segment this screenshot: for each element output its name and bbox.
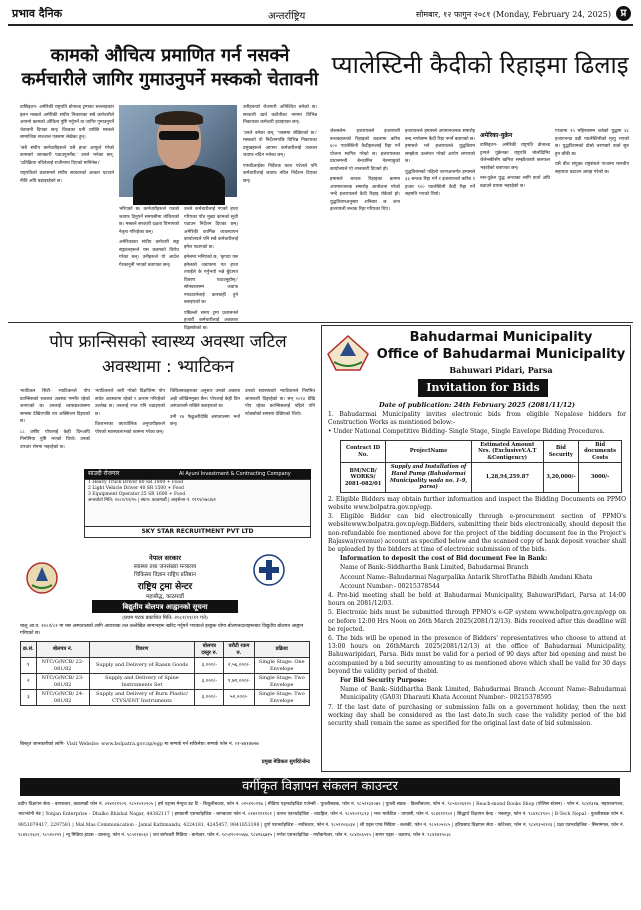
notice-publication-date: (प्रथम पटक प्रकाशित मिति: २०८१/११/१२ गते) xyxy=(122,615,208,621)
table-row xyxy=(21,658,310,674)
paragraph: गाजामा १५ महिनासम्म चलेको युद्धमा ४८ हजारभन्दा बढी प्यालेस्टिनीको मृत्यु भएको छ। युद्धविरामको दोस्रो चरणबारे वार्ता सुरु हुन बाँकी छ। xyxy=(555,129,629,157)
table-cell: Single Stage: One Envelope xyxy=(254,658,309,674)
table-header: बोलपत्र नं. xyxy=(36,642,89,658)
story1-column-1 xyxy=(20,104,114,319)
newspaper-logo: प्र xyxy=(616,6,631,21)
ad-row: अन्तर्वार्ता मिति: २०८१/११/१५ | स्थान: काठमाडौं | लाइसेन्स नं. ११९९/०७०/७१ xyxy=(88,498,216,503)
table-cell: 3000/- xyxy=(579,463,622,492)
table-cell: Supply and Delivery of Burn Plastic/ CTVS/ENT Instruments xyxy=(89,690,195,706)
story3-column-2 xyxy=(95,388,165,466)
story2-headline: प्यालेस्टिनी कैदीको रिहाइमा ढिलाइ xyxy=(331,51,629,79)
bid-paragraph: Name of Bank:-Siddhartha Bank Limited, Bahudarmai Branch Account Name:-Bahudarmai Municipality (GA03) Dharauti Khata Account Number:- 00215378595 xyxy=(340,686,626,702)
newspaper-name: प्रभाव दैनिक xyxy=(12,7,63,20)
table-header: Estimated Amount Nrs. (ExclusiveV.A.T &Contigency) xyxy=(472,440,544,463)
bid-paragraph: 1. Bahudarmai Municipality invites electronic bids from eligible Nepalese bidders for Construction Works as mentioned below:- xyxy=(328,411,626,427)
notice-academy: चिकित्सा विज्ञान राष्ट्रिय प्रतिष्ठान xyxy=(134,572,196,578)
elon-musk-photo xyxy=(119,105,237,197)
paragraph: एफबीआईका निर्देशक काश पटेलले पनि कर्मचारीलाई जवाफ नदिन निर्देशन दिएका छन्। xyxy=(243,163,317,184)
invitation-for-bids-banner: Invitation for Bids xyxy=(418,379,548,397)
story3-column-3 xyxy=(170,388,240,466)
table-cell: १,७९,०००/- xyxy=(224,674,254,690)
paragraph: अमेरिकाका संघीय कर्मचारी सङ्घ सङ्गठनहरूले यस कदमको विरोध गरेका छन्। उनीहरूले यो आदेश गैरकानुनी भएको बताएका छन्। xyxy=(119,240,179,268)
table-cell: ५२,०००/- xyxy=(224,690,254,706)
table-cell: 3,20,000/- xyxy=(543,463,579,492)
classified-header: वर्गीकृत विज्ञापन संकलन काउन्टर xyxy=(20,778,620,796)
paragraph: रुस-युक्रेन युद्ध अन्त्यका लागि वार्ता अघि बढाउने प्रयास भइरहेको छ। xyxy=(480,176,550,189)
table-header: Contract ID No. xyxy=(341,440,386,463)
table-header: क्र.सं. xyxy=(21,642,37,658)
paragraph: वासिङ्टन- अमेरिकी राष्ट्रपति डोनाल्ड ट्रम्पले युक्रेनका राष्ट्रपति भोलोदिमिर जेलेन्स्कीसँग खनिज सम्झौताबारे छलफल भइरहेको बताएका छन्। xyxy=(480,143,550,171)
table-cell: Single Stage: Two Envelope xyxy=(254,690,309,706)
paragraph: ८८ वर्षीय पोपलाई केही दिनअघि निमोनिया पुष्टि भएको थियो। उनको उपचार रोममा भइरहेको छ। xyxy=(20,429,90,450)
paragraph: 'सबै संघीय कर्मचारीहरूले यसै हप्ता आफूले गरेको कामबारे जानकारी पठाउनुपर्नेछ,' उनले भनेका छन्, 'प्रतिक्रिया नदिनेलाई राजीनामा दिएको मानिनेछ।' xyxy=(20,145,114,166)
story1-column-4 xyxy=(243,104,317,319)
notice-address: महाबौद्ध, काठमाडौं xyxy=(145,594,184,600)
ad-company: Al Ayuni Investment & Contracting Company xyxy=(179,471,291,477)
table-cell: BM/NCB/ WORKS/ 2081-082/01 xyxy=(341,463,386,492)
bid-paragraph: Name of Bank:-Siddhartha Bank Limited, Bahudarmai Branch xyxy=(340,564,529,572)
notice-gov: नेपाल सरकार xyxy=(148,554,182,562)
paragraph: यसै बीच संयुक्त राष्ट्रसंघले गाजामा मानवीय सहायता बढाउन आग्रह गरेको छ। xyxy=(555,162,629,175)
table-cell: २ xyxy=(21,674,37,690)
table-cell: NTC/G/NCB/ 23-081/82 xyxy=(36,674,89,690)
photo-caption: इलन मस्क xyxy=(169,199,187,204)
story2-column-2 xyxy=(405,128,475,320)
bid-paragraph: 6. The bids will be opened in the presence of Bidders' representatives who choose to attend at 13:00 hours on 26thMarch 2025(2081/12/13) at the office of Bahudarmai Municipality, Bahuwaripidari, Parsa. Bids must be valid for a period of 90 days after bid opening and must be accompanied by a bid security amounting to as mentioned above which shall be valid for 30 days beyond the validity period of thebid. xyxy=(328,635,626,675)
story1-headline: कामको औचित्य प्रमाणित गर्न नसक्ने कर्मचारीले जागिर गुमाउनुपर्ने मस्कको चेतावनी xyxy=(21,45,319,90)
paragraph: राष्ट्रपतिको प्रशासनले संघीय सरकारको आकार घटाउने नीति अघि बढाइरहेको छ। xyxy=(20,171,114,184)
table-cell: ३,०००/- xyxy=(195,658,224,674)
bid-paragraph: 5. Electronic bids must be submitted through PPMO's e-GP system www.bolpatra.gov.np/egp on or before 12:00 Hrs Noon on 26th March 2025(2081/12/13). Bids received after this deadline will be rejected. xyxy=(328,609,626,633)
bahudarmai-bid-notice xyxy=(321,325,631,772)
table-header: ProjectName xyxy=(386,440,472,463)
notice-intro: चालु आ.व. २०८१/८२ मा यस अस्पतालको लागि आवश्यक तल उल्लेखित सामानहरू खरिद गर्नुपर्ने भएकाले इच्छुक योग्य बोलपत्रदाताहरूबाट विद्युतीय बोलपत्र आह्वान गरिएको छ। xyxy=(20,624,304,636)
ad-row: 3 Equipment Operator 25 SR 1600 + Food xyxy=(88,492,186,497)
notice-signatory: प्रमुख मेडिकल सुपरिटेन्डेन्ट xyxy=(261,759,310,765)
table-cell: २,५६,०००/- xyxy=(224,658,254,674)
paragraph: विश्वभरका क्याथोलिक अनुयायीहरूले पोपको स्वास्थ्यलाभको कामना गरेका छन्। xyxy=(95,422,165,435)
paragraph: उनले कर्मचारीलाई गएको हप्ता गरिएका पाँच मुख्य कामको सूची पठाउन निर्देशन दिएका छन्। अमेरिकी कार्मिक व्यवस्थापन कार्यालयले पनि सबै कर्मचारीलाई इमेल पठाएको छ। xyxy=(184,207,238,250)
bid-paragraph: 7. If the last date of purchasing or submission falls on a government holiday, then the next working day shall be considered as the last date.In such case the validity period of the bid security shall remain the same as specified for the original last date of bid submission. xyxy=(328,703,626,728)
recruitment-ad-footer: SKY STAR RECRUITMENT PVT LTD xyxy=(84,527,311,538)
notice-outro: बिस्तृत जानकारीको लागि- Visit Website: www.bolpatra.gov.np/egp मा सम्पर्क गर्न सकिनेछ। सम्पर्क फोन नं. ०१-४४१४७२७ xyxy=(20,742,259,747)
paragraph: उनको स्वास्थ्यबारे भ्याटिकनले नियमित जानकारी दिइरहेको छ। सन् २०१३ देखि पोप रहेका फ्रान्सिसलाई पहिले पनि फोक्सोको समस्या देखिएको थियो। xyxy=(245,389,315,417)
table-cell: ३ xyxy=(21,690,37,706)
notice-ministry: स्वास्थ्य तथा जनसंख्या मन्त्रालय xyxy=(133,564,197,570)
table-cell: १ xyxy=(21,658,37,674)
bid-works-table xyxy=(340,440,622,493)
story2-column-4 xyxy=(555,128,629,320)
notice-center-name: राष्ट्रिय ट्रमा सेन्टर xyxy=(137,582,193,592)
table-header: Bid documents Costs xyxy=(579,440,622,463)
section-divider xyxy=(8,322,633,323)
story2-subhead: अमेरिका-युक्रेन xyxy=(480,132,513,139)
paragraph: जेरुसलेम- इजरायलले इजरायली बन्धकहरूको रिहाइको बदलामा करिब ६०० प्यालेस्टिनी कैदीहरूलाई रिहा गर्ने योजना स्थगित गरेको छ। इजरायलका प्रधानमन्त्री बेन्जामिन नेतन्याहुको कार्यालयले यो जानकारी दिएको हो। xyxy=(330,129,400,172)
photo-sunglasses xyxy=(159,131,199,140)
bid-paragraph: 4. Pre-bid meeting shall be held at Bahudarmai Municipality, BahuwariPidari, Parsa at 14:00 hours on 2081/12/03. xyxy=(328,592,626,608)
table-cell: NTC/G/NCB/ 24-081/82 xyxy=(36,690,89,706)
recruitment-ad-body xyxy=(84,479,311,527)
table-cell: ३,०००/- xyxy=(195,690,224,706)
bid-paragraph: Account Number:- 00215378544 xyxy=(340,582,440,590)
paragraph: पछिल्लो समय ट्रम्प प्रशासनले हजारौं कर्मचारीलाई अवकाश दिइसकेको छ। xyxy=(184,310,238,331)
bid-paragraph: • Under National Competitive Bidding- Single Stage, Single Envelope Bidding Procedures. xyxy=(328,428,605,436)
paragraph: उनी १४ फेब्रुअरीदेखि अस्पतालमा भर्ना छन्। xyxy=(170,414,240,427)
paragraph: भ्याटिकन सिटी- भ्याटिकनले पोप फ्रान्सिसको स्वास्थ्य अवस्था गम्भीर रहेको जनाएको छ। उनलाई श्वासप्रश्वासमा समस्या देखिएपछि थप अक्सिजन दिइएको छ। xyxy=(20,389,90,424)
paragraph: युद्धविरामको पहिलो चरणअन्तर्गत हमासले ३३ बन्धक रिहा गर्ने र इजरायलले करिब १ हजार ९०० प्यालेस्टिनी कैदी रिहा गर्ने सहमति भएको थियो। xyxy=(405,169,475,197)
publication-date: Date of publication: 24th February 2025 (2081/11/12) xyxy=(379,401,575,409)
office-name: Office of Bahudarmai Municipality xyxy=(376,347,626,362)
municipality-emblem-icon xyxy=(326,334,370,372)
paragraph: उनीहरूको रोजगारी अनिश्चित बनेको छ। सरकारी खर्च कटौतीका नाममा विभिन्न निकायका कर्मचारी हटाइएका छन्। xyxy=(243,105,317,125)
office-address: Bahuwari Pidari, Parsa xyxy=(449,365,553,375)
section-name: अन्तर्राष्ट्रिय xyxy=(268,11,306,22)
table-cell: 1,28,94,259.87 xyxy=(472,463,544,492)
table-header: Bid Security xyxy=(543,440,579,463)
paragraph: इजरायलले हमासले अपमानजनक समारोह बन्द नगरेसम्म कैदी रिहा नगर्ने बताएको छ। हमासले भने इजरायलले युद्धविराम सम्झौता उल्लंघन गरेको आरोप लगाएको छ। xyxy=(405,129,475,164)
trauma-center-notice xyxy=(20,551,310,770)
story1-column-3 xyxy=(184,206,238,331)
notice-banner: बिद्युतीय बोलपत्र आह्वानको सूचना xyxy=(92,600,238,613)
table-cell: Supply and Delivery of Spine Instruments Set xyxy=(89,674,195,690)
table-cell: Supply and Installation of Hand Pump (Bahudarmai Municipality wada no. 1-9, parsa) xyxy=(386,463,472,492)
paragraph: चिकित्सकहरूका अनुसार उनको अवस्था अझै जोखिममुक्त छैन। पोपलाई केही दिन अस्पतालमै राखिने बताइएको छ। xyxy=(170,389,240,409)
paragraph: वासिङ्टन- अमेरिकी राष्ट्रपति डोनाल्ड ट्रम्पका सल्लाहकार इलन मस्कले अमेरिकी संघीय निकायका सबै कर्मचारीले आफ्नो कामको औचित्य पुष्टि गर्नुपर्ने वा जागिर गुमाउनुपर्ने चेतावनी दिएका छन्। विश्वका धनी व्यक्ति मस्कले सामाजिक सञ्जाल एक्समा लेखेका हुन्। xyxy=(20,105,114,140)
bid-paragraph: For Bid Security Purpose: xyxy=(340,677,427,685)
story3-headline: पोप फ्रान्सिसको स्वास्थ्य अवस्था जटिल अवस्थामा : भ्याटिकन xyxy=(49,332,287,377)
paragraph: 'उनले बनेका छन्, 'एक्समा लेखिएको छ।' मस्कको यो निर्देशनपछि विभिन्न निकायका प्रमुखहरूले आफ्ना कर्मचारीलाई तत्काल जवाफ नदिन भनेका छन्। xyxy=(243,130,317,158)
story1-column-2 xyxy=(119,206,179,319)
table-header: धरौटी रकम रु. xyxy=(224,642,254,658)
table-cell: Single Stage: Two Envelope xyxy=(254,674,309,690)
paragraph: भ्याटिकनले जारी गरेको विज्ञप्तिमा पोप सचेत अवस्थामा रहेको र आराम गरिरहेको उल्लेख छ। उनलाई रगत पनि चढाइएको छ। xyxy=(95,389,165,417)
recruitment-ad-header xyxy=(84,469,311,479)
table-cell: ३,०००/- xyxy=(195,674,224,690)
table-row xyxy=(21,674,310,690)
story2-column-1 xyxy=(330,128,400,320)
paragraph: भरिएको छ। कर्मचारीहरूले पत्रको जवाफ दिनुपर्ने समयसीमा तोकिएको छ। मस्कले सरकारी दक्षता विभागको नेतृत्व गरिरहेका छन्। xyxy=(119,207,179,235)
table-row xyxy=(21,690,310,706)
bid-notice-body xyxy=(328,411,626,729)
table-row xyxy=(341,463,622,492)
story2-column-3 xyxy=(480,128,550,320)
ad-row: 1 Heavy Truck Driver 80 SR 1800 + Food xyxy=(88,480,184,485)
table-cell: Supply and Delivery of Raasn Goods xyxy=(89,658,195,674)
municipality-name: Bahudarmai Municipality xyxy=(409,330,593,345)
bid-paragraph: 2. Eligible Bidders may obtain further information and inspect the Bidding Documents on PPMO website www.bolpatra.gov.np/egp. xyxy=(328,495,626,511)
story3-column-1 xyxy=(20,388,90,536)
ad-label: साउदी रोजगार xyxy=(88,470,120,477)
photo-hair xyxy=(155,111,203,125)
paragraph: इमेलमा भनिएको छ, 'कृपया यस इमेलको जवाफमा गत हप्ता तपाईंले के गर्नुभयो भन्ने बुँदागत विवरण पठाउनुहोस्।' सोमबारसम्म जवाफ नपठाउनेलाई कारबाही हुने बताइएको छ। xyxy=(184,255,238,305)
classified-listing: प्रदीप विज्ञापन सेवा - बागबजार, काठमाडौं फोन नं. ०१४१२१९०१, ९८५१०१०९०५ | हर्ष एड्भ्स मेन्युज डट टि - बिजुलीबजार, फोन नं. ०१५११०११७ | मीडिया एड्भर्टाइजिङ एजेन्सी - पुतलीसडक, फोन नं. ९८५११३१०७९ | पुतली सडक - डिल्लीबजार, फोन नं. ९८५१०२६१२० | Reach-mond Books Shop (पोलिस स्टेसन) - फोन नं. ९८४१३१७, महाराजगञ्ज, भाटभटेनी नेड | Yonjan Enterprise - Dhalko Bhishal Nagar, 44382117 | इमकामी एडभर्टाइजिङ - बागबजार फोन नं. ०१४२११११०१ | वतन्त्र एडभर्टाइजिङ - चावहिल, फोन नं. ९८५१०२९८१३ | भन्ट मार्केटिङ - धापासी, फोन नं. ९८४१११९०२ | सिद्धार्थ विज्ञापन केन्द्र - भक्तपुर, फोन नं. ९८४१८१९०५ | B-Tech Nepal - पुतलीसडक फोन नं. 9851079417, 2297581 | Mal.Mas Communication - Jamal Kathmandu, 4224181, 4245457, 9841853198 | दुर्गा एडभर्टाइजिङ - नयाँबजार, फोन नं. ९८५११०६०३४ | श्री एड्स एण्ड मिडिया - कलंकी, फोन नं. ९८५१०५२८५ | हरिप्रसाद विज्ञापन सेवा - कोटेश्वर, फोन नं. ९८४१३५११२३ | प्रज्ञा एडभर्टाइजिङ - सिनामंगल, फोन नं. ९८४१८२६०१, ९८५१०२५१ | न्यू मिडिया हाउस - बालाजु, फोन नं. ९८५११४०६२ | जय बागेश्वरी मिडिया - बानेश्वर, फोन नं. ९८५११०२५५६७, ९८४१६६७१५ | गणेश एडभर्टाइजिङ - नयाँबानेश्वर, फोन नं. ९८४१०६५१५ | सागर एड्स - चक्रपथ, फोन नं. ९८४१४१५०३८ xyxy=(18,802,624,839)
notice-bid-table xyxy=(20,641,310,706)
ad-row: 2 Light Vehicle Driver 40 SR 1500 + Food xyxy=(88,486,184,491)
issue-date: सोमबार, १२ फागुन २०८१ (Monday, February 24, 2025) xyxy=(415,10,611,19)
story3-column-4 xyxy=(245,388,315,466)
masthead xyxy=(8,4,633,26)
bid-paragraph: Account Name:-Bahudarmai Nagarpalika Antarik ShrotTatha Bibidh Amdani Khata xyxy=(340,573,593,581)
bid-paragraph: Information to deposit the cost of Bid document Fee in Bank: xyxy=(340,555,548,563)
table-cell: NTC/G/NCB/ 22-081/82 xyxy=(36,658,89,674)
paragraph: हमासले बन्धक रिहाइका क्रममा अपमानजनक समारोह आयोजना गरेको भन्दै इजरायलले कैदी रिहाइ रोकेको हो। युद्धविरामअनुसार शनिबार छ जना इजरायली बन्धक रिहा गरिएका थिए। xyxy=(330,177,400,212)
table-header: प्रक्रिया xyxy=(254,642,309,658)
table-header: विवरण xyxy=(89,642,195,658)
table-header: बोलपत्र दस्तुर रु. xyxy=(195,642,224,658)
bid-paragraph: 3. Eligible Bidder can bid electronically through e-procurement section of PPMO's websitewww.bolpatra.gov.np/egp.Bidders, submitting their bids electronically, should deposit the non-refundable fee mentioned above for the project of the bidding document fee in the Project's Rajaswa(revenue) account as specified below and the scanned copy of bank deposit voucher shall be uploaded by the bidders at time of electronic submission of the bids. xyxy=(328,513,626,553)
